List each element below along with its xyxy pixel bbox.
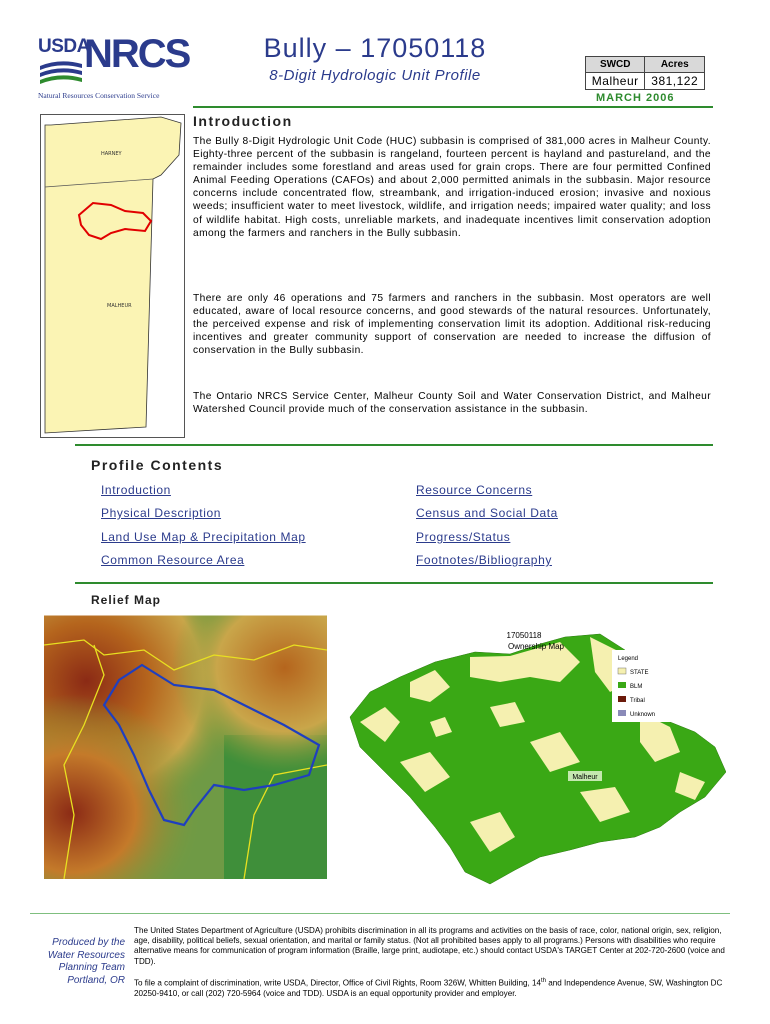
ownership-map — [340, 622, 726, 892]
toc-link-progress-status[interactable]: Progress/Status — [416, 530, 511, 544]
footer-divider — [30, 913, 730, 914]
logo-swoosh-icon — [40, 58, 82, 88]
section-divider — [75, 444, 713, 446]
toc-link-resource-concerns[interactable]: Resource Concerns — [416, 483, 533, 497]
locator-county-lower: MALHEUR — [107, 303, 132, 309]
legend-tribal: Tribal — [630, 698, 645, 704]
ownership-map-label: Malheur — [572, 774, 598, 781]
ownership-map-title-2: Ownership Map — [507, 642, 565, 651]
page-subtitle: 8-Digit Hydrologic Unit Profile — [269, 67, 481, 84]
intro-heading: Introduction — [193, 113, 293, 129]
ownership-map-title-1: 17050118 — [506, 631, 542, 640]
relief-map-image — [44, 615, 327, 879]
swcd-value: Malheur — [586, 73, 645, 90]
legend-blm: BLM — [630, 684, 643, 690]
relief-heading: Relief Map — [91, 593, 162, 607]
publication-date: MARCH 2006 — [596, 92, 675, 104]
logo-tagline: Natural Resources Conservation Service — [38, 91, 160, 100]
locator-map — [40, 114, 185, 438]
complaint-statement: To file a complaint of discrimination, write USDA, Director, Office of Civil Rights, Room 326W, Whitten Building, 14th and Independence Avenue, SW, Washington DC 20250-9410, or call (202) 720-5964 (voice and TDD). USDA is an equal opportunity provider and employer. — [134, 978, 723, 998]
toc-link-introduction[interactable]: Introduction — [101, 483, 171, 497]
page-title: Bully – 17050118 — [263, 33, 487, 63]
legend-unknown: Unknown — [630, 712, 656, 718]
toc-link-footnotes[interactable]: Footnotes/Bibliography — [416, 553, 552, 567]
locator-county-upper: HARNEY — [101, 151, 122, 157]
usda-nrcs-logo — [38, 32, 190, 100]
toc-link-physical-description[interactable]: Physical Description — [101, 506, 222, 520]
logo-nrcs-text: NRCS — [84, 32, 190, 76]
intro-paragraph-1: The Bully 8-Digit Hydrologic Unit Code (HUC) subbasin is comprised of 381,000 acres in Malheur County. Eighty-three percent of the subbasin is rangeland, fourteen percent is hayland and pastureland, and the remainder includes some forestland and areas used for grain crops. There are four permitted Confined Animal Feeding Operations (CAFOs) and about 2,000 permitted animals in the subbasin. Major resource concerns include concentrated flow, streambank, and irrigation-induced erosion; invasive and noxious weeds; insufficient water to meet livestock, wildlife, and irrigation needs; impaired water quality; and loss of wildlife habitat. High costs, unreliable markets, and inadequate incentives limit conservation adoption among the farmers and ranchers in the Bully subbasin. — [193, 136, 711, 239]
section-divider-2 — [75, 582, 713, 584]
toc-link-census-social-data[interactable]: Census and Social Data — [416, 506, 558, 520]
toc-link-common-resource-area[interactable]: Common Resource Area — [101, 553, 245, 567]
legend-private: STATE — [630, 670, 649, 676]
nondiscrimination-statement: The United States Department of Agriculture (USDA) prohibits discrimination in all its programs and activities on the basis of race, color, national origin, sex, religion, age, disability, political beliefs, sexual orientation, and marital or family status. (Not all prohibited bases apply to all programs.) Persons with disabilities who require alternative means for communication of program information (Braille, large print, audiotape, etc.) should contact USDA's TARGET Center at 202-720-2600 (voice and TDD). — [134, 926, 725, 966]
acres-value: 381,122 — [645, 73, 705, 90]
toc-link-land-use-map[interactable]: Land Use Map & Precipitation Map — [101, 530, 306, 544]
produced-by: Produced by the Water Resources Planning Team Portland, OR — [47, 937, 125, 986]
profile-contents-heading: Profile Contents — [91, 457, 224, 473]
logo-usda-text: USDA — [38, 36, 90, 57]
swcd-acres-table — [585, 56, 705, 90]
header-divider — [193, 106, 713, 108]
legend-title: Legend — [618, 656, 639, 662]
acres-header: Acres — [645, 57, 705, 73]
intro-paragraph-2: There are only 46 operations and 75 farmers and ranchers in the subbasin. Most operators are well educated, aware of local resource concerns, and good stewards of the natural resources. Unfortunately, the perceived expense and risk of implementing conservation limit its adoption. Additional risk-reducing incentives and greater community support of conservation are needed to increase the diffusion of conservation in the Bully subbasin. — [193, 293, 711, 357]
swcd-header: SWCD — [586, 57, 645, 73]
intro-paragraph-3: The Ontario NRCS Service Center, Malheur County Soil and Water Conservation District, and Malheur Watershed Council provide much of the conservation assistance in the subbasin. — [193, 391, 711, 416]
